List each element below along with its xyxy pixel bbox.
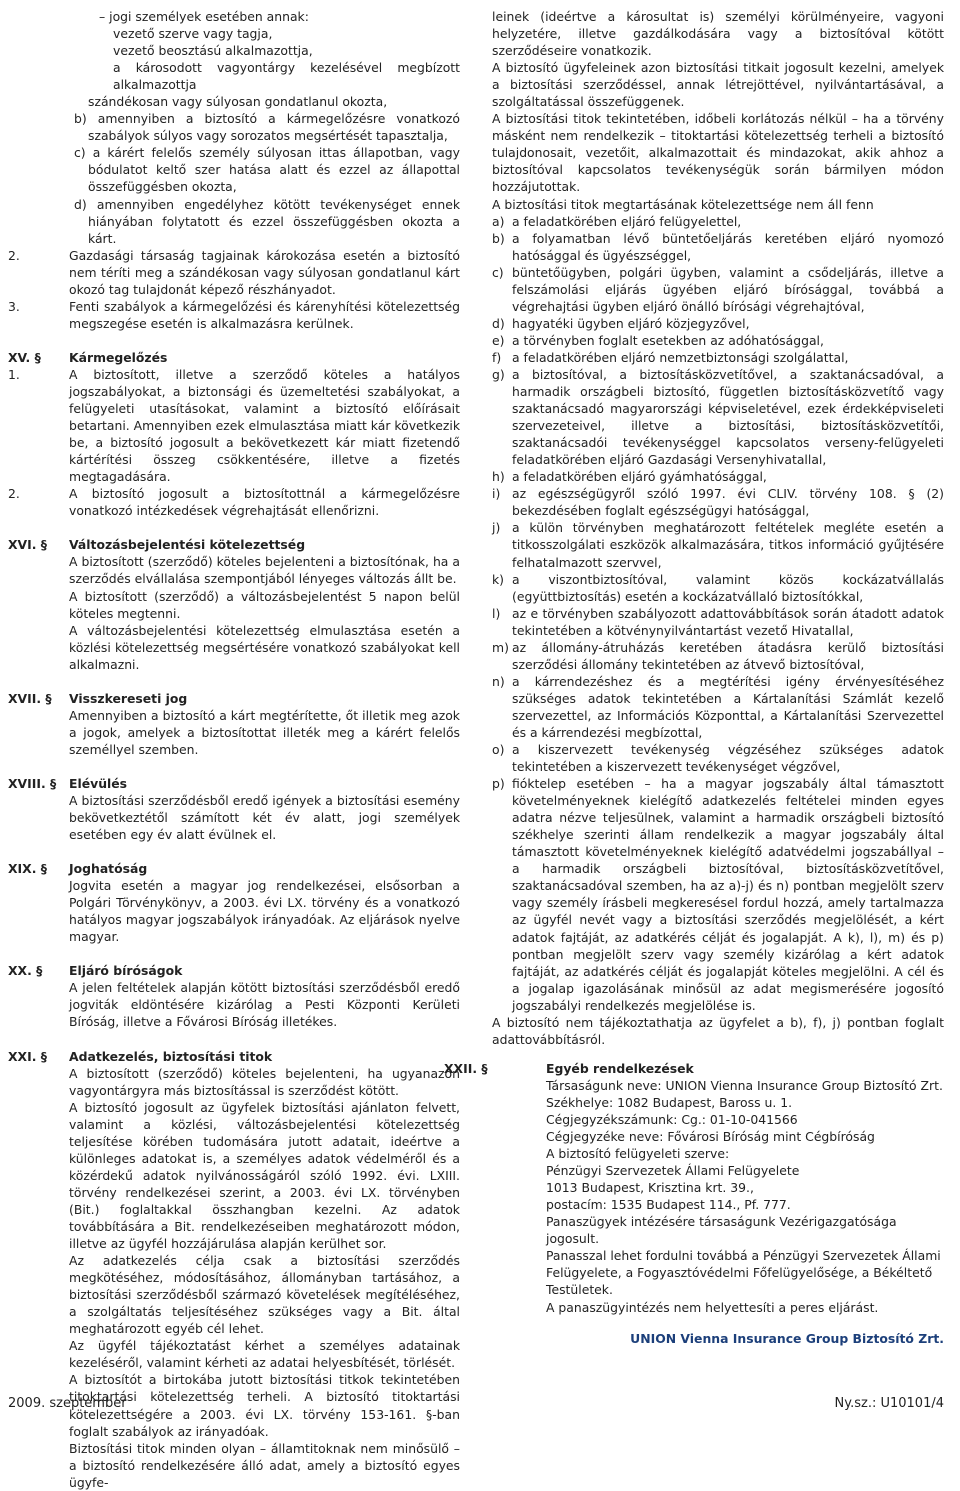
paragraph-intro: – jogi személyek esetében annak: <box>99 9 309 24</box>
section-title: Eljáró bíróságok <box>69 963 183 979</box>
paragraph: A biztosított (szerződő) köteles bejelenteni a biztosítónak, ha a szerződés elvállalása szempontjából lényeges változás állt be. <box>69 554 460 587</box>
section-number: XX. § <box>8 963 43 979</box>
list-item-marker: n) <box>492 673 505 689</box>
dash-line: vezető beosztású alkalmazottja, <box>113 43 313 59</box>
paragraph-xv-1 <box>8 366 460 485</box>
section-number: XXI. § <box>8 1048 47 1064</box>
list-item-text: a feladatkörében eljáró gyámhatósággal, <box>512 469 767 485</box>
paragraph-number: 1. <box>8 366 20 382</box>
list-item-marker: i) <box>492 486 501 502</box>
list-item-text: az egészségügyről szóló 1997. évi CLIV. törvény 108. § (2) bekezdésében foglalt egészségügyi hatósággal, <box>512 486 944 519</box>
list-item-text: az állomány-átruházás keretében átadásra kerülő biztosítási szerződési állomány tekintetében az átvevő biztosítóval, <box>512 639 944 672</box>
section-heading-xx <box>8 962 460 979</box>
section-number: XXII. § <box>444 1060 488 1076</box>
paragraph: A biztosítási szerződésből eredő igények a biztosítási esemény bekövetkeztétől számított két év alatt, jogi személyek esetében egy év alatt évülnek el. <box>69 792 460 843</box>
company-detail-line: Panaszügyek intézésére társaságunk Vezérigazgatósága jogosult. <box>546 1214 897 1247</box>
list-item-marker: a) <box>492 213 505 229</box>
section-heading-xviii <box>8 775 460 792</box>
list-item <box>492 519 944 570</box>
section-heading-xvii <box>8 690 460 707</box>
paragraph: A biztosítót a birtokába jutott biztosítási titkok tekintetében titoktartási kötelezettség terheli. A biztosító titoktartási kötelezettségére a 2003. évi LX. törvény 153-161. §-ban foglalt szabályok az irányadóak. <box>69 1372 460 1439</box>
paragraph-3 <box>8 298 460 332</box>
footer-date: 2009. szeptember <box>8 1396 127 1411</box>
paragraph: Az adatkezelés célja csak a biztosítási szerződés megkötéséhez, módosításához, állományban tartásához, a biztosítási szerződésből származó követelések megítéléséhez, a szolgáltatás teljesítéséhez szükséges vagy a Bit. által meghatározott egyéb cél lehet. <box>69 1253 460 1337</box>
list-item-marker: f) <box>492 349 502 365</box>
list-item-marker: p) <box>492 776 505 792</box>
list-item <box>492 485 944 519</box>
list-item-text: a kiszervezett tevékenység végzéséhez szükséges adatok tekintetében a kiszervezett tevékenységet végzővel, <box>512 742 944 775</box>
list-item <box>492 230 944 264</box>
section-heading-xv <box>8 349 460 366</box>
company-detail-line: 1013 Budapest, Krisztina krt. 39., <box>546 1180 754 1196</box>
paragraph-text: A biztosító jogosult a biztosítottnál a kármegelőzésre vonatkozó intézkedések végrehajtását ellenőrizni. <box>69 486 460 519</box>
list-item-text: az e törvényben szabályozott adattovábbítások során átadott adatok tekintetében a kötvénynyilvántartást vezető Hivatallal, <box>512 605 944 638</box>
section-title: Adatkezelés, biztosítási titok <box>69 1048 273 1064</box>
dash-line: a károsodott vagyontárgy kezelésével megbízott alkalmazottja <box>113 60 460 93</box>
company-detail-line: Cégjegyzéke neve: Fővárosi Bíróság mint Cégbíróság <box>546 1129 875 1145</box>
list-item <box>492 213 944 230</box>
list-item <box>492 571 944 605</box>
list-item-text: a folyamatban lévő büntetőeljárás keretében eljáró nyomozó hatósággal és ügyészséggel, <box>512 230 944 263</box>
paragraph-text: A biztosított, illetve a szerződő köteles a hatályos jogszabályokat, a biztonsági és üzemeltetési szabályokat, a felügyeleti utasításokat, valamint a biztosító előírásait betartani. Amennyiben ezek elmulasztása miatt kár következik be, a biztosító jogosult a bekövetkezett kár miatt fizetendő kártérítési összeg csökkentésére, illetve a fizetés megtagadására. <box>69 366 460 485</box>
paragraph-text: Fenti szabályok a kármegelőzési és kárenyhítési kötelezettség megszegése esetén is alkalmazásra kerülnek. <box>69 298 460 331</box>
list-item <box>492 639 944 673</box>
list-item <box>492 673 944 741</box>
list-item <box>492 315 944 332</box>
list-item-text: a törvényben foglalt esetekben az adóhatósággal, <box>512 332 824 348</box>
list-item-text: a külön törvényben meghatározott feltételek megléte esetén a titkosszolgálati eszközök alkalmazására, titkos információ gyűjtésére felhatalmazott szervvel, <box>512 520 944 570</box>
paragraph: A biztosítási titok megtartásának kötelezettsége nem áll fenn <box>492 196 874 212</box>
list-item-marker: o) <box>492 742 505 758</box>
company-detail-line: Pénzügyi Szervezetek Állami Felügyelete <box>546 1163 800 1179</box>
list-item-text: a biztosítóval, a biztosításközvetítővel, a szaktanácsadóval, a harmadik országbeli biztosító, független biztosításközvetítő vagy szaktanácsadó magyarországi képviseletével, ezek érdekképviseleti szervezeteivel, illetve a biztosítási, biztosításközvetítői, szaktanácsadói tevékenységgel kapcsolatos verseny-felügyeleti feladatkörében eljáró Gazdasági Versenyhivatallal, <box>512 366 944 468</box>
company-detail-line: A panaszügyintézés nem helyettesíti a peres eljárást. <box>546 1299 879 1315</box>
list-item-text: fióktelep esetében – ha a magyar jogszabály által támasztott követelményeknek kielégítő adatkezelés feltételei minden egyes adatra nézve teljesülnek, valamint a harmadik országbeli biztosító székhelye szerinti állam rendelkezik a magyar jogszabály által támasztott követelményeknek kielégítő adatvédelmi jogszabállyal – a harmadik országbeli biztosítóval, biztosításközvetítővel, szaktanácsadóval szemben, ha az a)-j) és n) pontban megjelölt szerv vagy személy írásbeli megkeresésel fordul hozzá, amely tartalmazza az ügyfél nevét vagy a biztosítási szerződés megjelölését, a kért adatok fajtáját, az adatkérés célját és jogalapját. A k), l), m) és p) pontban megjelölt szerv vagy személy kizárólag a kért adatok fajtáját, az adatkérés célját és jogalapját köteles megjelölni. A cél és a jogalap igazolásának minősül az adat megismerésére jogosító jogszabályi rendelkezés megjelölése is. <box>512 776 944 1013</box>
section-title: Visszkereseti jog <box>69 690 188 706</box>
company-details <box>492 1077 944 1316</box>
paragraph: leinek (ideértve a károsultat is) személyi körülményeire, vagyoni helyzetére, illetve gazdálkodására vagy a biztosítóval kötött szerződéseire vonatkozik. <box>492 9 944 59</box>
list-item-marker: m) <box>492 639 509 655</box>
list-item <box>492 468 944 485</box>
section-number: XIX. § <box>8 861 47 877</box>
paragraph: A biztosító jogosult az ügyfelek biztosítási ajánlaton felvett, valamint a közlési, változásbejelentési kötelezettség teljesítése körében tudomására jutott adatait, ideértve a különleges adatokat is, a személyes adatok védelméről és a közérdekű adatok nyilvánosságáról szóló 1992. évi. LXIII. törvény rendelkezései szerint, a 2003. évi LX. törvényben (Bit.) foglaltakkal összhangban kezelni. Az adatok továbbítására a Bit. rendelkezéseiben meghatározott módon, illetve az ügyfél hozzájárulása alapján kerülhet sor. <box>69 1099 460 1252</box>
list-item-marker: h) <box>492 469 505 485</box>
paragraph-xv-2 <box>8 485 460 519</box>
paragraph: A biztosító ügyfeleinek azon biztosítási titkait jogosult kezelni, amelyek a biztosítási szerződéssel, annak létrejöttével, nyilvántartásával, a szolgáltatással összefüggenek. <box>492 60 944 110</box>
paragraph: A biztosított (szerződő) köteles bejelenteni, ha ugyanazon vagyontárgyra más biztosítással is szerződést kötött. <box>69 1065 460 1098</box>
list-item-marker: e) <box>492 332 505 348</box>
section-title: Elévülés <box>69 775 128 791</box>
footer-code: Ny.sz.: U10101/4 <box>834 1396 944 1411</box>
list-item-marker: l) <box>492 605 501 621</box>
list-item-marker: j) <box>492 520 501 536</box>
section-title: Egyéb rendelkezések <box>546 1060 694 1076</box>
list-item-c: c) a kárért felelős személy súlyosan ittas állapotban, vagy bódulatot keltő szer hatása alatt és ezzel az állapottal összefüggésben okozta, <box>74 145 460 195</box>
list-item-marker: g) <box>492 366 505 382</box>
list-item-text: a viszontbiztosítóval, valamint közös kockázatvállalás (együttbiztosítás) esetén a kockázatvállaló biztosítókkal, <box>512 571 944 604</box>
list-item-text: hagyatéki ügyben eljáró közjegyzővel, <box>512 315 750 331</box>
list-item <box>492 264 944 315</box>
list-item-b: b) amennyiben a biztosító a kármegelőzésre vonatkozó szabályok súlyos vagy sorozatos megsértését tapasztalja, <box>74 111 460 144</box>
left-column <box>8 8 460 1491</box>
list-item <box>492 366 944 468</box>
company-detail-line: A biztosító felügyeleti szerve: <box>546 1146 730 1162</box>
list-item-text: büntetőügyben, polgári ügyben, valamint a csődeljárás, illetve a felszámolási eljárás ügyében eljáró bírósággal, továbbá a végrehajtási ügyben eljáró önálló bírósági végrehajtóval, <box>512 264 944 314</box>
list-item <box>492 349 944 366</box>
dash-line: szándékosan vagy súlyosan gondatlanul okozta, <box>88 94 388 110</box>
paragraph: Az ügyfél tájékoztatást kérhet a személyes adatainak kezeléséről, valamint kérheti az adatai helyesbítését, törlését. <box>69 1338 460 1371</box>
list-item-marker: d) <box>492 315 505 331</box>
list-item <box>492 775 944 1014</box>
section-heading-xix <box>8 860 460 877</box>
paragraph: A biztosítási titok tekintetében, időbeli korlátozás nélkül – ha a törvény másként nem rendelkezik – titoktartási kötelezettség terheli a biztosító tulajdonosait, vezetőit, alkalmazottait és mindazokat, akik ahhoz a biztosítóval kapcsolatos tevékenységük során bármilyen módon hozzájutottak. <box>492 111 944 195</box>
right-column <box>444 8 944 1347</box>
list-item-text: a feladatkörében eljáró nemzetbiztonsági szolgálattal, <box>512 349 849 365</box>
paragraph: A biztosított (szerződő) a változásbejelentést 5 napon belül köteles megtenni. <box>69 588 460 621</box>
list-item-text: a kárrendezéshez és a megtérítési igény érvényesítéséhez szükséges adatok tekintetében a Kártalanítási Számlát kezelő szervezettel, az Információs Központtal, a Kártalanítási Szervezettel és a kárrendezési megbízottal, <box>512 673 944 740</box>
exception-list <box>492 213 944 1014</box>
paragraph-2 <box>8 247 460 298</box>
section-heading-xvi <box>8 536 460 553</box>
section-heading-xxi <box>8 1048 460 1065</box>
list-item <box>492 605 944 639</box>
list-item-marker: b) <box>492 230 505 246</box>
list-item <box>492 741 944 775</box>
list-item-d: d) amennyiben engedélyhez kötött tevékenységet ennek hiányában folytatott és ezzel összefüggésben okozta a kárt. <box>74 196 460 246</box>
paragraph-number: 2. <box>8 247 20 263</box>
list-item-text: a feladatkörében eljáró felügyelettel, <box>512 213 742 229</box>
section-title: Joghatóság <box>69 861 148 877</box>
section-number: XVIII. § <box>8 775 57 791</box>
section-title: Változásbejelentési kötelezettség <box>69 537 306 553</box>
paragraph-number: 3. <box>8 298 20 314</box>
paragraph: A biztosító nem tájékoztathatja az ügyfelet a b), f), j) pontban foglalt adattovábbításról. <box>492 1014 944 1047</box>
company-signature: UNION Vienna Insurance Group Biztosító Zrt. <box>630 1330 944 1346</box>
company-detail-line: Panasszal lehet fordulni továbbá a Pénzügyi Szervezetek Állami Felügyelete, a Fogyasztóvédelmi Főfelügyelősége, a Békéltető Testületek. <box>546 1248 941 1298</box>
paragraph-text: Gazdasági társaság tagjainak károkozása esetén a biztosító nem téríti meg a szándékosan vagy súlyosan gondatlanul kárt okozó tag tulajdonát képező részhányadot. <box>69 247 460 297</box>
list-item-marker: c) <box>492 264 504 280</box>
paragraph-number: 2. <box>8 486 20 502</box>
section-number: XVI. § <box>8 537 47 553</box>
paragraph: Biztosítási titok minden olyan – államtitoknak nem minősülő – a biztosító rendelkezésére álló adat, amely a biztosító egyes ügyfe- <box>69 1440 460 1490</box>
section-number: XVII. § <box>8 690 52 706</box>
company-detail-line: Székhelye: 1082 Budapest, Baross u. 1. <box>546 1094 793 1110</box>
paragraph: A változásbejelentési kötelezettség elmulasztása esetén a közlési kötelezettség megsértésére vonatkozó szabályokat kell alkalmazni. <box>69 622 460 672</box>
paragraph: Amennyiben a biztosító a kárt megtérítette, őt illetik meg azok a jogok, amelyek a biztosítottat illeték meg a kárért felelős személlyel szemben. <box>69 707 460 757</box>
dash-line: vezető szerve vagy tagja, <box>113 26 273 42</box>
paragraph: A jelen feltételek alapján kötött biztosítási szerződésből eredő jogviták eldöntésére kizárólag a Pesti Központi Kerületi Bíróság, illetve a Fővárosi Bíróság illetékes. <box>69 980 460 1030</box>
list-item <box>492 332 944 349</box>
company-detail-line: Cégjegyzékszámunk: Cg.: 01-10-041566 <box>546 1112 798 1127</box>
company-detail-line: Társaságunk neve: UNION Vienna Insurance Group Biztosító Zrt. <box>546 1077 943 1093</box>
paragraph: Jogvita esetén a magyar jog rendelkezései, elsősorban a Polgári Törvénykönyv, a 2003. évi LX. törvény és a vonatkozó hatályos magyar jogszabályok irányadóak. Az eljárások nyelve magyar. <box>69 878 460 945</box>
section-heading-xxii <box>444 1060 944 1077</box>
company-detail-line: postacím: 1535 Budapest 114., Pf. 777. <box>546 1197 791 1213</box>
list-item-marker: k) <box>492 571 505 587</box>
section-title: Kármegelőzés <box>69 349 168 365</box>
section-number: XV. § <box>8 349 41 365</box>
